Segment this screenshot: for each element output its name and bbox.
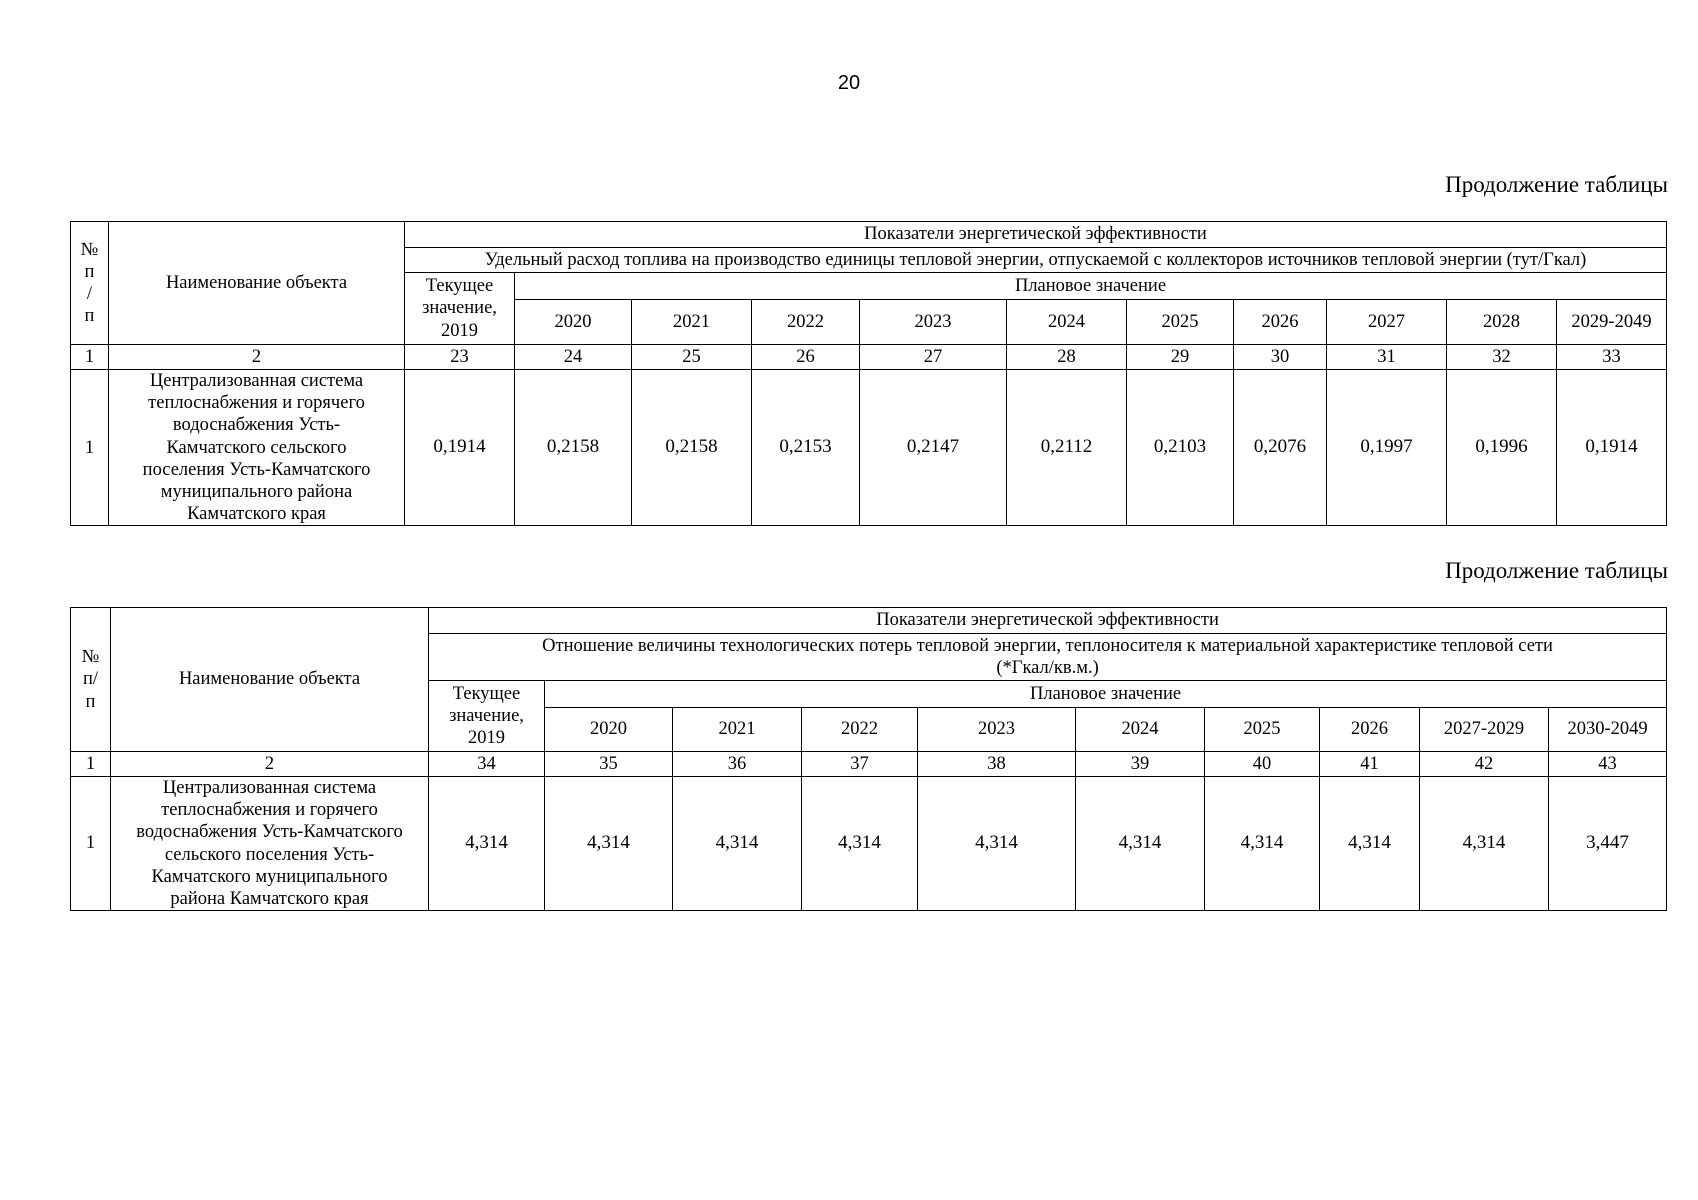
- value-cell: 0,2112: [1007, 370, 1127, 526]
- value-cell: 3,447: [1549, 777, 1667, 911]
- col-number: 34: [429, 752, 545, 777]
- value-cell: 0,2147: [860, 370, 1007, 526]
- current-value-header: Текущее значение, 2019: [429, 681, 545, 752]
- col-number: 24: [515, 345, 632, 370]
- col-number: 2: [109, 345, 405, 370]
- year-header: 2024: [1007, 300, 1127, 345]
- col-number: 32: [1447, 345, 1557, 370]
- value-cell: 4,314: [1205, 777, 1320, 911]
- value-cell: 0,1914: [1557, 370, 1667, 526]
- year-header: 2027-2029: [1420, 708, 1549, 752]
- group-header: Показатели энергетической эффективности: [405, 222, 1667, 248]
- col-number: 27: [860, 345, 1007, 370]
- value-cell: 4,314: [1420, 777, 1549, 911]
- value-cell: 0,1997: [1327, 370, 1447, 526]
- col-number: 2: [111, 752, 429, 777]
- column-number-row: [71, 752, 1667, 777]
- table-row: [71, 777, 1667, 911]
- year-header: 2030-2049: [1549, 708, 1667, 752]
- col-number: 30: [1234, 345, 1327, 370]
- continuation-label-2: Продолжение таблицы: [1445, 558, 1668, 583]
- year-header: 2026: [1320, 708, 1420, 752]
- year-header: 2022: [752, 300, 860, 345]
- table-row: [71, 370, 1667, 526]
- col-number: 39: [1076, 752, 1205, 777]
- year-header: 2020: [545, 708, 673, 752]
- col-number: 23: [405, 345, 515, 370]
- planned-value-header: Плановое значение: [515, 273, 1667, 300]
- col-number: 25: [632, 345, 752, 370]
- current-value-header: Текущее значение, 2019: [405, 273, 515, 345]
- no-header: № п / п: [71, 222, 109, 345]
- object-name: Централизованная система теплоснабжения и горячего водоснабжения Усть-Камчатского сельского поселения Усть- Камчатского муниципального района Камчатского края: [111, 777, 429, 911]
- year-header: 2024: [1076, 708, 1205, 752]
- col-number: 43: [1549, 752, 1667, 777]
- column-number-row: [71, 345, 1667, 370]
- group-header: Показатели энергетической эффективности: [429, 608, 1667, 634]
- indicator-header: Удельный расход топлива на производство единицы тепловой энергии, отпускаемой с коллекторов источников тепловой энергии (тут/Гкал): [405, 248, 1667, 273]
- value-cell: 0,1996: [1447, 370, 1557, 526]
- name-header: Наименование объекта: [109, 222, 405, 345]
- year-header: 2026: [1234, 300, 1327, 345]
- year-header: 2020: [515, 300, 632, 345]
- col-number: 1: [71, 752, 111, 777]
- continuation-label-1: Продолжение таблицы: [1445, 172, 1668, 197]
- col-number: 42: [1420, 752, 1549, 777]
- indicator-header: Отношение величины технологических потерь тепловой энергии, теплоносителя к материальной характеристике тепловой сети (*Гкал/кв.м.): [429, 634, 1667, 681]
- year-header: 2021: [673, 708, 802, 752]
- year-header: 2025: [1205, 708, 1320, 752]
- value-cell: 4,314: [429, 777, 545, 911]
- col-number: 38: [918, 752, 1076, 777]
- row-number: 1: [71, 370, 109, 526]
- value-cell: 4,314: [1320, 777, 1420, 911]
- year-header: 2023: [918, 708, 1076, 752]
- col-number: 28: [1007, 345, 1127, 370]
- value-cell: 0,2076: [1234, 370, 1327, 526]
- efficiency-table-fuel: [70, 221, 1667, 526]
- year-header: 2021: [632, 300, 752, 345]
- object-name: Централизованная система теплоснабжения и горячего водоснабжения Усть- Камчатского сельского поселения Усть-Камчатского муниципального района Камчатского края: [109, 370, 405, 526]
- value-cell: 0,2158: [632, 370, 752, 526]
- year-header: 2022: [802, 708, 918, 752]
- value-cell: 4,314: [673, 777, 802, 911]
- col-number: 33: [1557, 345, 1667, 370]
- col-number: 26: [752, 345, 860, 370]
- no-header: № п/ п: [71, 608, 111, 752]
- col-number: 31: [1327, 345, 1447, 370]
- year-header: 2027: [1327, 300, 1447, 345]
- col-number: 29: [1127, 345, 1234, 370]
- col-number: 37: [802, 752, 918, 777]
- value-cell: 4,314: [802, 777, 918, 911]
- col-number: 1: [71, 345, 109, 370]
- year-header: 2028: [1447, 300, 1557, 345]
- planned-value-header: Плановое значение: [545, 681, 1667, 708]
- col-number: 35: [545, 752, 673, 777]
- value-cell: 4,314: [1076, 777, 1205, 911]
- year-header: 2029-2049: [1557, 300, 1667, 345]
- value-cell: 4,314: [545, 777, 673, 911]
- col-number: 41: [1320, 752, 1420, 777]
- name-header: Наименование объекта: [111, 608, 429, 752]
- col-number: 36: [673, 752, 802, 777]
- year-header: 2023: [860, 300, 1007, 345]
- row-number: 1: [71, 777, 111, 911]
- page-number: 20: [837, 72, 861, 94]
- value-cell: 4,314: [918, 777, 1076, 911]
- col-number: 40: [1205, 752, 1320, 777]
- efficiency-table-losses: [70, 607, 1667, 911]
- value-cell: 0,1914: [405, 370, 515, 526]
- year-header: 2025: [1127, 300, 1234, 345]
- value-cell: 0,2153: [752, 370, 860, 526]
- value-cell: 0,2158: [515, 370, 632, 526]
- value-cell: 0,2103: [1127, 370, 1234, 526]
